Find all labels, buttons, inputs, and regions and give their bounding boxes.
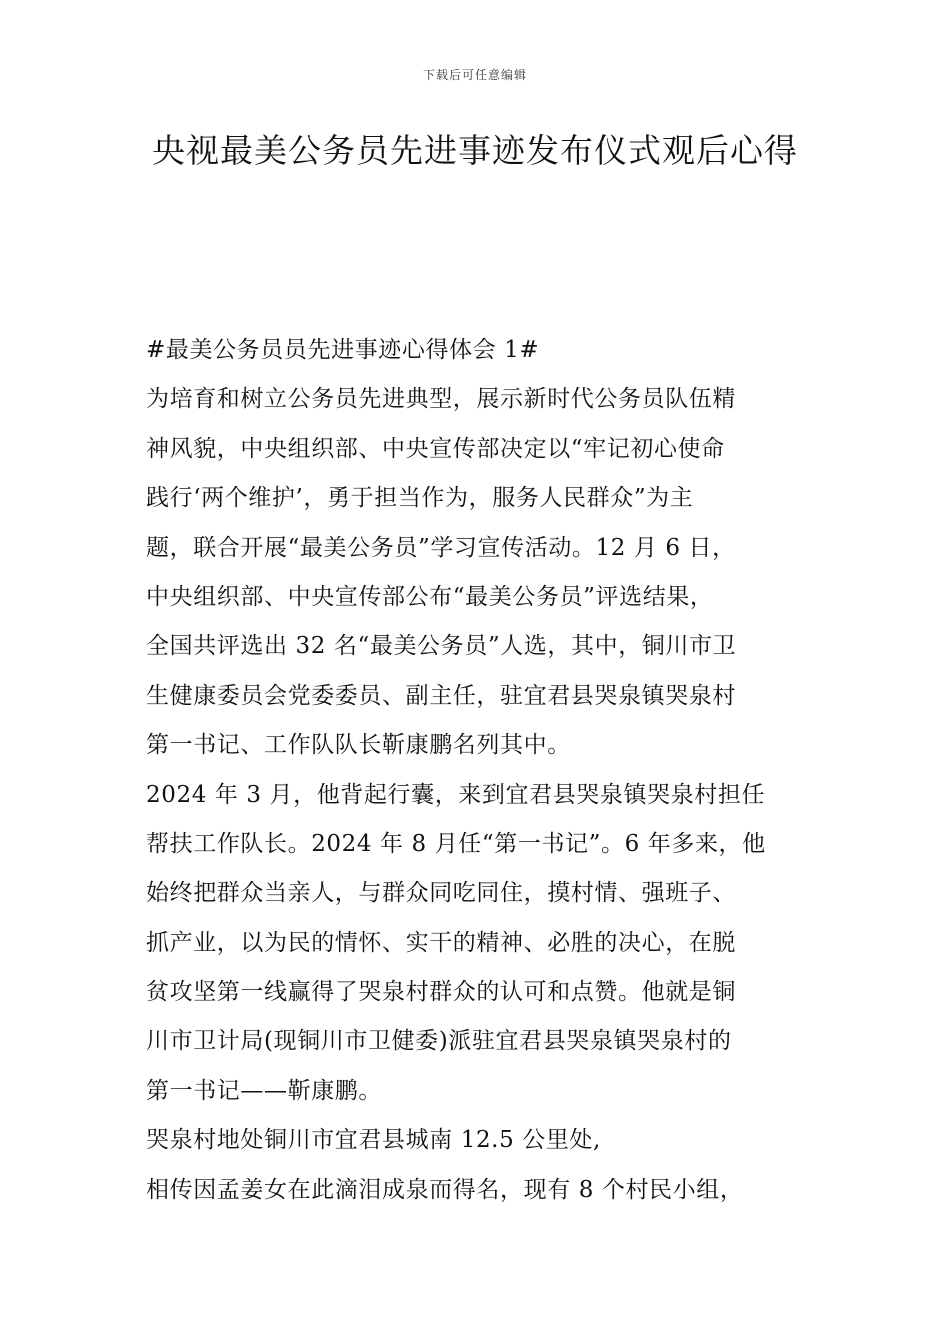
paragraph-line: 全国共评选出 32 名“最美公务员”人选，其中，铜川市卫: [146, 633, 737, 660]
paragraph-line: 神风貌，中央组织部、中央宣传部决定以“牢记初心使命: [146, 435, 725, 462]
paragraph-line: 相传因孟姜女在此滴泪成泉而得名，现有 8 个村民小组，: [146, 1176, 744, 1203]
paragraph-line: 帮扶工作队长。2024 年 8 月任“第一书记”。6 年多来，他: [146, 830, 766, 857]
paragraph-line: 生健康委员会党委委员、副主任，驻宜君县哭泉镇哭泉村: [146, 682, 736, 709]
document-title: 央视最美公务员先进事迹发布仪式观后心得: [152, 131, 798, 170]
paragraph-line: 第一书记、工作队队长靳康鹏名列其中。: [146, 732, 571, 759]
paragraph-line: 第一书记——靳康鹏。: [146, 1077, 382, 1104]
section-heading: #最美公务员员先进事迹心得体会 1#: [146, 337, 540, 363]
paragraph-line: 中央组织部、中央宣传部公布“最美公务员”评选结果，: [146, 583, 714, 610]
paragraph-line: 贫攻坚第一线赢得了哭泉村群众的认可和点赞。他就是铜: [146, 979, 736, 1006]
paragraph-line: 2024 年 3 月，他背起行囊，来到宜君县哭泉镇哭泉村担任: [146, 781, 766, 808]
paragraph-line: 川市卫计局(现铜川市卫健委)派驻宜君县哭泉镇哭泉村的: [146, 1028, 732, 1055]
document-body: [146, 326, 836, 1215]
paragraph-line: 抓产业，以为民的情怀、实干的精神、必胜的决心，在脱: [146, 929, 736, 956]
paragraph-line: 为培育和树立公务员先进典型，展示新时代公务员队伍精: [146, 386, 736, 413]
paragraph-line: 哭泉村地处铜川市宜君县城南 12.5 公里处,: [146, 1127, 601, 1154]
paragraph-line: 践行‘两个维护’，勇于担当作为，服务人民群众”为主: [146, 485, 694, 512]
paragraph-line: 题，联合开展“最美公务员”学习宣传活动。12 月 6 日，: [146, 534, 736, 561]
paragraph-line: 始终把群众当亲人，与群众同吃同住，摸村情、强班子、: [146, 880, 736, 907]
header-note: 下载后可任意编辑: [422, 68, 527, 82]
